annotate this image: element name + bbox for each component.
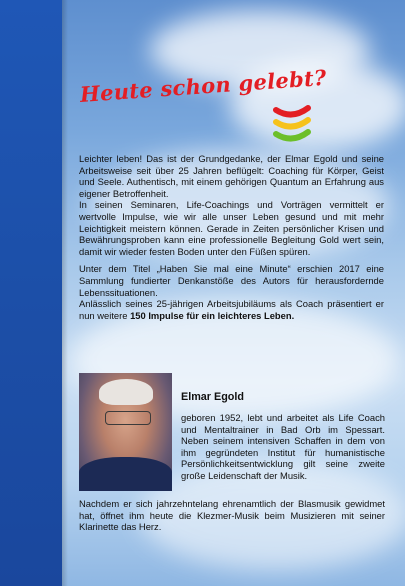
blurb-highlight: 150 Impulse für ein leichteres Leben.	[130, 309, 295, 321]
blurb-text	[79, 153, 384, 327]
yellow-arc	[276, 120, 308, 127]
blurb-paragraph-4	[79, 298, 384, 321]
book-title: Heute schon gelebt?	[79, 64, 328, 107]
author-bio: geboren 1952, lebt und arbeitet als Life Coach und Mentaltrainer in Bad Orb im Spessart. Neben seinem intensiven Schaffen in dem von ihm gegründeten Institut für humanistische Persönlichkeitsentwicklung gilt seine zweite große Leidenschaft der Musik.	[181, 412, 385, 481]
blurb-paragraph-1: Leichter leben! Das ist der Grundgedanke, der Elmar Egold und seine Arbeitsweise seit über 25 Jahren beflügelt: Coaching für Körper, Geist und Seele. Authentisch, mit einem gehörigen Quantum an Erfahrung aus eigener Betroffenheit.	[79, 153, 384, 199]
red-arc	[276, 108, 308, 115]
colored-arcs-icon	[270, 104, 314, 144]
photo-glasses	[105, 411, 151, 425]
author-name: Elmar Egold	[181, 391, 244, 403]
photo-hair	[99, 379, 153, 405]
author-bio-continued: Nachdem er sich jahrzehntelang ehrenamtlich der Blasmusik gewidmet hat, öffnet ihm heute die Klezmer-Musik beim Musizieren mit seiner Klarinette das Herz.	[79, 498, 385, 533]
blurb-paragraph-4-text: Anlässlich seines 25-jährigen Arbeitsjubiläums als Coach präsentiert er nun weitere	[79, 298, 384, 321]
book-spine	[0, 0, 62, 586]
green-arc	[276, 132, 308, 139]
photo-shirt	[79, 457, 172, 491]
author-photo	[79, 373, 172, 491]
blurb-paragraph-3: Unter dem Titel „Haben Sie mal eine Minute“ erschien 2017 eine Sammlung fundierter Denkanstöße des Autors für herausfordernde Lebenssituationen.	[79, 263, 384, 298]
blurb-paragraph-2: In seinen Seminaren, Life-Coachings und Vorträgen vermittelt er wertvolle Impulse, wie wir alle unser Leben gesund und mit mehr Leichtigkeit meistern können. Gerade in Zeiten persönlicher Krisen und Bewährungsproben kann eine professionelle Begleitung Gold wert sein, damit wir wieder festen Boden unter den Füßen spüren.	[79, 199, 384, 257]
